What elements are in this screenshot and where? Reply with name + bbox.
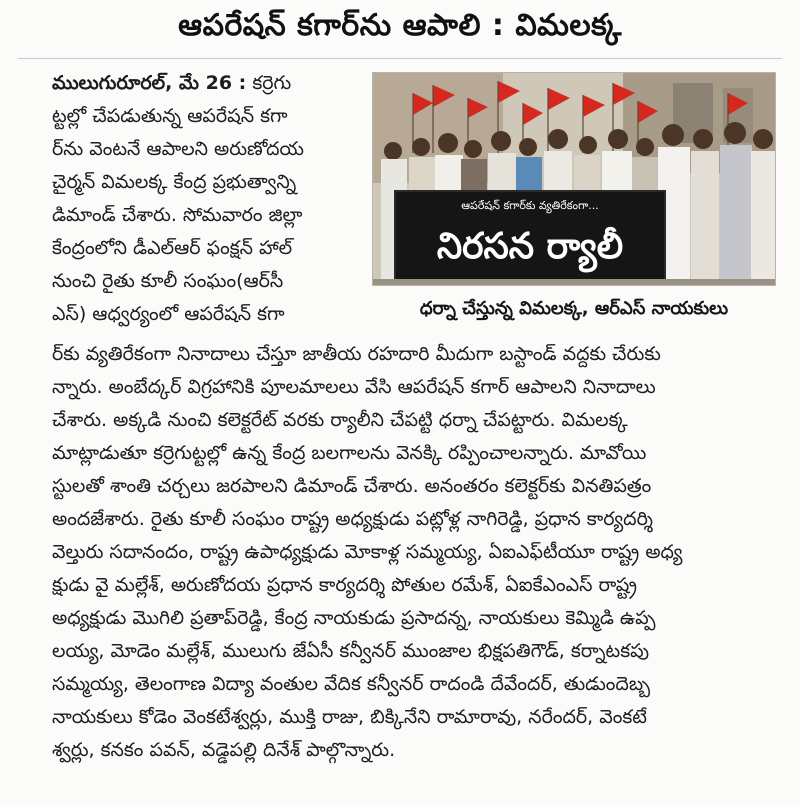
body-line-3: ర్‌ను వెంటనే ఆపాలని అరుణోదయ (52, 138, 304, 160)
body-line-9: ర్‌కు వ్యతిరేకంగా నినాదాలు చేస్తూ జాతీయ రహదారి మీదుగా బస్టాండ్ వద్దకు చేరుకు (52, 343, 661, 365)
body-line-12: మాట్లాడుతూ కర్రెగుట్టల్లో ఉన్న కేంద్ర బలగాలను వెనక్కి రప్పించాలన్నారు. మావోయి (52, 442, 647, 464)
protest-rally-photo (372, 72, 776, 286)
body-line-10: న్నారు. అంబేద్కర్ విగ్రహానికి పూలమాలలు వేసి ఆపరేషన్ కగార్ ఆపాలని నినాదాలు (52, 376, 656, 398)
body-line-2: ట్టల్లో చేపడుతున్న ఆపరేషన్ కగా (52, 105, 288, 127)
dateline: ములుగురూరల్, మే 26 : (52, 72, 247, 94)
body-line-8: ఎస్) ఆధ్వర్యంలో ఆపరేషన్ కగా (52, 303, 285, 325)
body-line-18: లయ్య, మోడెం మల్లేశ్, ములుగు జేఏసీ కన్వీనర్ ముంజాల భిక్షపతిగౌడ్, కర్నాటకపు (52, 640, 650, 662)
body-line-1-text: కర్రెగు (252, 72, 292, 94)
body-line-11: చేశారు. అక్కడి నుంచి కలెక్టరేట్ వరకు ర్యాలీని చేపట్టి ధర్నా చేపట్టారు. విమలక్క (52, 409, 628, 431)
body-line-19: సమ్మయ్య, తెలంగాణ విద్యా వంతుల వేదిక కన్వీనర్ రాదండి దేవేందర్, తుడుందెబ్బ (52, 673, 651, 695)
body-line-7: నుంచి రైతు కూలీ సంఘం(ఆర్‌సీ (52, 270, 284, 292)
banner-top-text: ఆపరేషన్ కగార్‌కు వ్యతిరేకంగా... (461, 199, 599, 212)
body-line-5: డిమాండ్ చేశారు. సోమవారం జిల్లా (52, 204, 303, 226)
body-line-1 (52, 68, 364, 98)
body-line-20: నాయకులు కోడెం వెంకటేశ్వర్లు, ముక్తి రాజు, బిక్కినేని రామారావు, నరేందర్, వెంకటే (52, 706, 647, 728)
body-line-6: కేంద్రంలోని డీఎల్‌ఆర్ ఫంక్షన్ హాల్ (52, 237, 293, 259)
headline-divider (18, 58, 782, 59)
headline: ఆపరేషన్ కగార్‌ను ఆపాలి : విమలక్క (178, 8, 622, 43)
body-line-13: స్టులతో శాంతి చర్చలు జరపాలని డిమాండ్ చేశారు. అనంతరం కలెక్టర్‌కు వినతిపత్రం (52, 475, 652, 497)
photo-caption: ధర్నా చేస్తున్న విమలక్క, ఆర్‌ఎస్ నాయకులు (419, 298, 729, 319)
body-line-14: అందజేశారు. రైతు కూలీ సంఘం రాష్ట్ర అధ్యక్షుడు పట్లోళ్ల నాగిరెడ్డి, ప్రధాన కార్యదర్శి (52, 508, 653, 530)
banner-main-text: నిరసన ర్యాలీ (436, 226, 624, 267)
body-line-16: క్షుడు వై మల్లేశ్, అరుణోదయ ప్రధాన కార్యదర్శి పోతుల రమేశ్, ఏఐకేఎంఎస్ రాష్ట్ర (52, 574, 637, 596)
body-line-21: శ్వర్లు, కనకం పవన్, వడ్డెపల్లి దినేశ్ పాల్గొన్నారు. (52, 739, 396, 761)
body-line-17: అధ్యక్షుడు మొగిలి ప్రతాప్‌రెడ్డి, కేంద్ర నాయకుడు ప్రసాదన్న, నాయకులు కెమ్మిడి ఉప్ప (52, 607, 656, 629)
body-line-4: చైర్మన్ విమలక్క కేంద్ర ప్రభుత్వాన్ని (52, 171, 297, 193)
protest-rally-photo-icon (373, 73, 776, 286)
body-line-15: వెల్తురు సదానందం, రాష్ట్ర ఉపాధ్యక్షుడు మోకాళ్ల సమ్మయ్య, ఏఐఎఫ్‌టీయూ రాష్ట్ర అధ్య (52, 541, 683, 563)
